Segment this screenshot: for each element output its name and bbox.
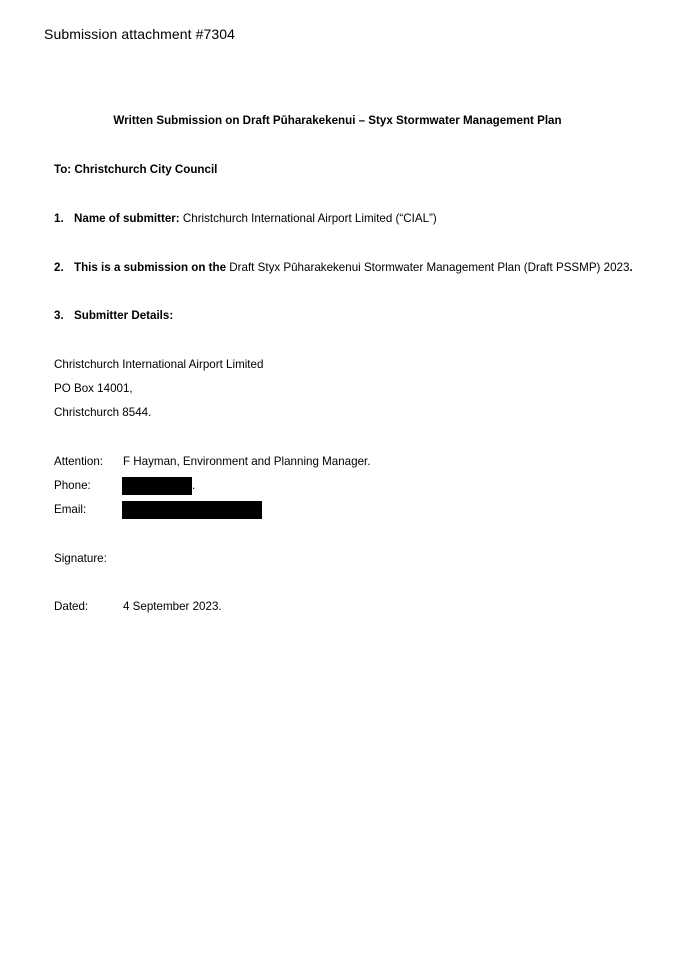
dated-value: 4 September 2023. <box>123 600 222 613</box>
address-line-po-box: PO Box 14001, <box>54 382 133 395</box>
phone-redaction <box>122 477 192 495</box>
item-bold-label: Submitter Details: <box>74 309 174 322</box>
to-line: To: Christchurch City Council <box>54 163 218 176</box>
item-name-of-submitter <box>54 212 437 225</box>
email-label: Email: <box>54 503 87 516</box>
item-bold-label: Name of submitter: <box>74 212 180 225</box>
dated-row <box>54 600 222 613</box>
item-bold-tail: . <box>629 261 633 274</box>
item-number: 3. <box>54 309 64 322</box>
item-submission-on <box>54 261 633 274</box>
signature-label: Signature: <box>54 552 107 565</box>
attention-value: F Hayman, Environment and Planning Manager. <box>123 455 371 468</box>
attention-label: Attention: <box>54 455 103 468</box>
phone-trailing: . <box>192 479 196 492</box>
item-text: Draft Styx Pūharakekenui Stormwater Management Plan (Draft PSSMP) 2023 <box>226 261 630 274</box>
item-number: 1. <box>54 212 64 225</box>
attention-row <box>54 455 370 468</box>
item-submitter-details <box>54 309 173 322</box>
phone-label: Phone: <box>54 479 91 492</box>
address-line-city: Christchurch 8544. <box>54 406 152 419</box>
item-text: Christchurch International Airport Limited (“CIAL”) <box>179 212 437 225</box>
document-title: Written Submission on Draft Pūharakekenui – Styx Stormwater Management Plan <box>113 114 562 127</box>
email-row <box>54 503 123 516</box>
item-bold-label: This is a submission on the <box>74 261 227 274</box>
attachment-label: Submission attachment #7304 <box>44 26 236 42</box>
phone-row <box>54 479 123 492</box>
item-number: 2. <box>54 261 64 274</box>
dated-label: Dated: <box>54 600 89 613</box>
address-line-company: Christchurch International Airport Limited <box>54 358 264 371</box>
email-redaction <box>122 501 262 519</box>
